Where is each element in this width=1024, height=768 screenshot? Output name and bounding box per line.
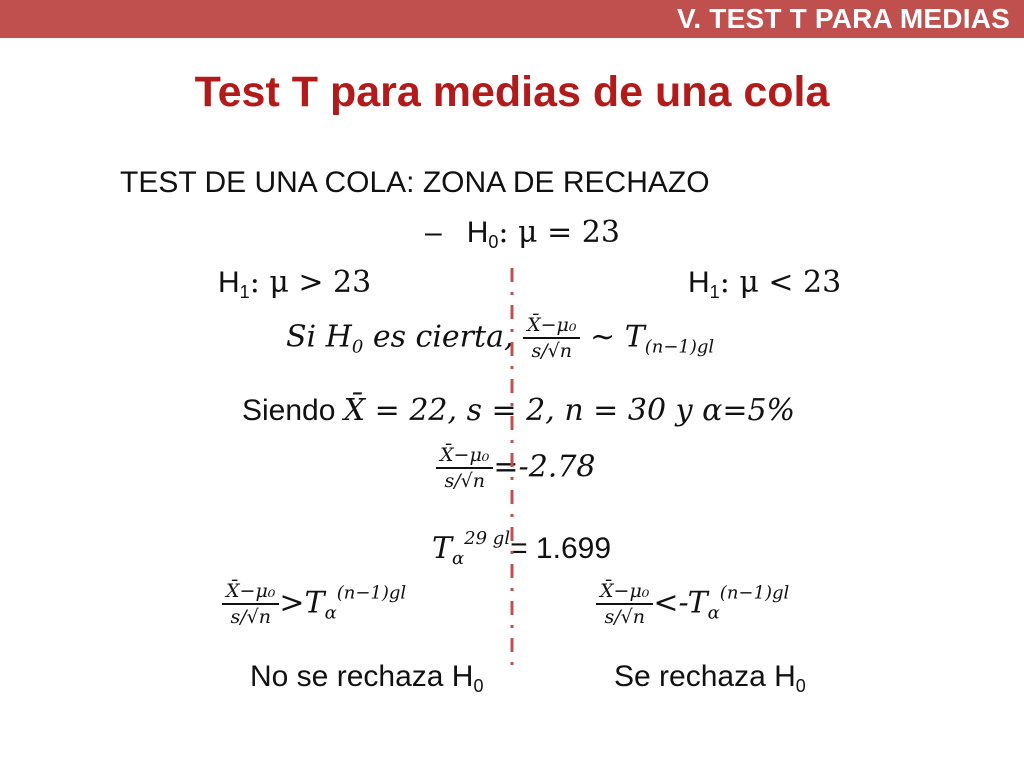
fraction-denominator: s/√n (444, 470, 485, 492)
condition-sup: (n−1)gl (336, 582, 407, 604)
decision-text: No se rechaza H (250, 660, 474, 693)
decision-right (614, 662, 806, 695)
alt-hypothesis-greater (218, 265, 372, 302)
result-fraction (436, 446, 493, 491)
section-label: V. TEST T PARA MEDIAS (677, 3, 1010, 34)
given-vals: X̄ = 22, s = 2, n = 30 (343, 393, 676, 428)
decision-sub: 0 (795, 676, 806, 696)
stat-t-sub: (n−1)gl (644, 336, 715, 358)
critical-value-text: = 1.699 (510, 532, 612, 565)
given-text: Siendo (242, 394, 344, 427)
condition-op: >T (279, 585, 325, 621)
fraction-numerator: X̄−μ₀ (436, 446, 493, 469)
statistic-distribution (286, 316, 714, 361)
condition-left (222, 582, 406, 627)
dashed-divider-line (505, 268, 519, 668)
h1-rest: : μ > 23 (249, 265, 372, 300)
h1-sub: 1 (709, 282, 720, 302)
stat-tilde: ∼ T (590, 319, 645, 355)
given-y: y (675, 393, 693, 428)
critical-value (432, 530, 611, 568)
condition-fraction (596, 582, 653, 627)
given-alpha: α=5% (692, 393, 796, 428)
condition-sub: α (707, 602, 720, 624)
stat-prefix: Si H (286, 319, 352, 355)
fraction-denominator: s/√n (604, 606, 645, 628)
condition-fraction (222, 582, 279, 627)
alt-hypothesis-less (688, 265, 842, 302)
condition-sup: (n−1)gl (719, 582, 790, 604)
h1-label: H (688, 266, 710, 299)
stat-fraction (523, 316, 580, 361)
header-bar (0, 0, 1024, 38)
decision-left (250, 662, 483, 695)
h0-rest: : μ = 23 (498, 215, 620, 250)
decision-text: Se rechaza H (614, 660, 796, 693)
result-value: =-2.78 (493, 449, 596, 485)
critical-sub: α (452, 548, 465, 569)
critical-sup: 29 gl (464, 528, 511, 549)
slide-title: Test T para medias de una cola (194, 68, 830, 116)
fraction-denominator: s/√n (531, 340, 573, 362)
h0-label: H (466, 216, 489, 249)
critical-T: T (432, 531, 453, 566)
condition-op: <-T (653, 585, 708, 621)
fraction-numerator: X̄−μ₀ (523, 316, 580, 339)
h1-sub: 1 (239, 282, 250, 302)
null-hypothesis (425, 215, 620, 252)
condition-right (596, 582, 789, 627)
stat-mid: es cierta, (363, 319, 514, 355)
h0-sub: 0 (488, 232, 499, 252)
h1-rest: : μ < 23 (719, 265, 842, 300)
dash: – (425, 216, 442, 249)
fraction-numerator: X̄−μ₀ (596, 582, 653, 605)
condition-sub: α (324, 602, 337, 624)
h1-label: H (218, 266, 240, 299)
fraction-numerator: X̄−μ₀ (222, 582, 279, 605)
decision-sub: 0 (473, 676, 484, 696)
stat-prefix-sub: 0 (351, 336, 364, 358)
fraction-denominator: s/√n (230, 606, 271, 628)
heading: TEST DE UNA COLA: ZONA DE RECHAZO (120, 166, 710, 199)
